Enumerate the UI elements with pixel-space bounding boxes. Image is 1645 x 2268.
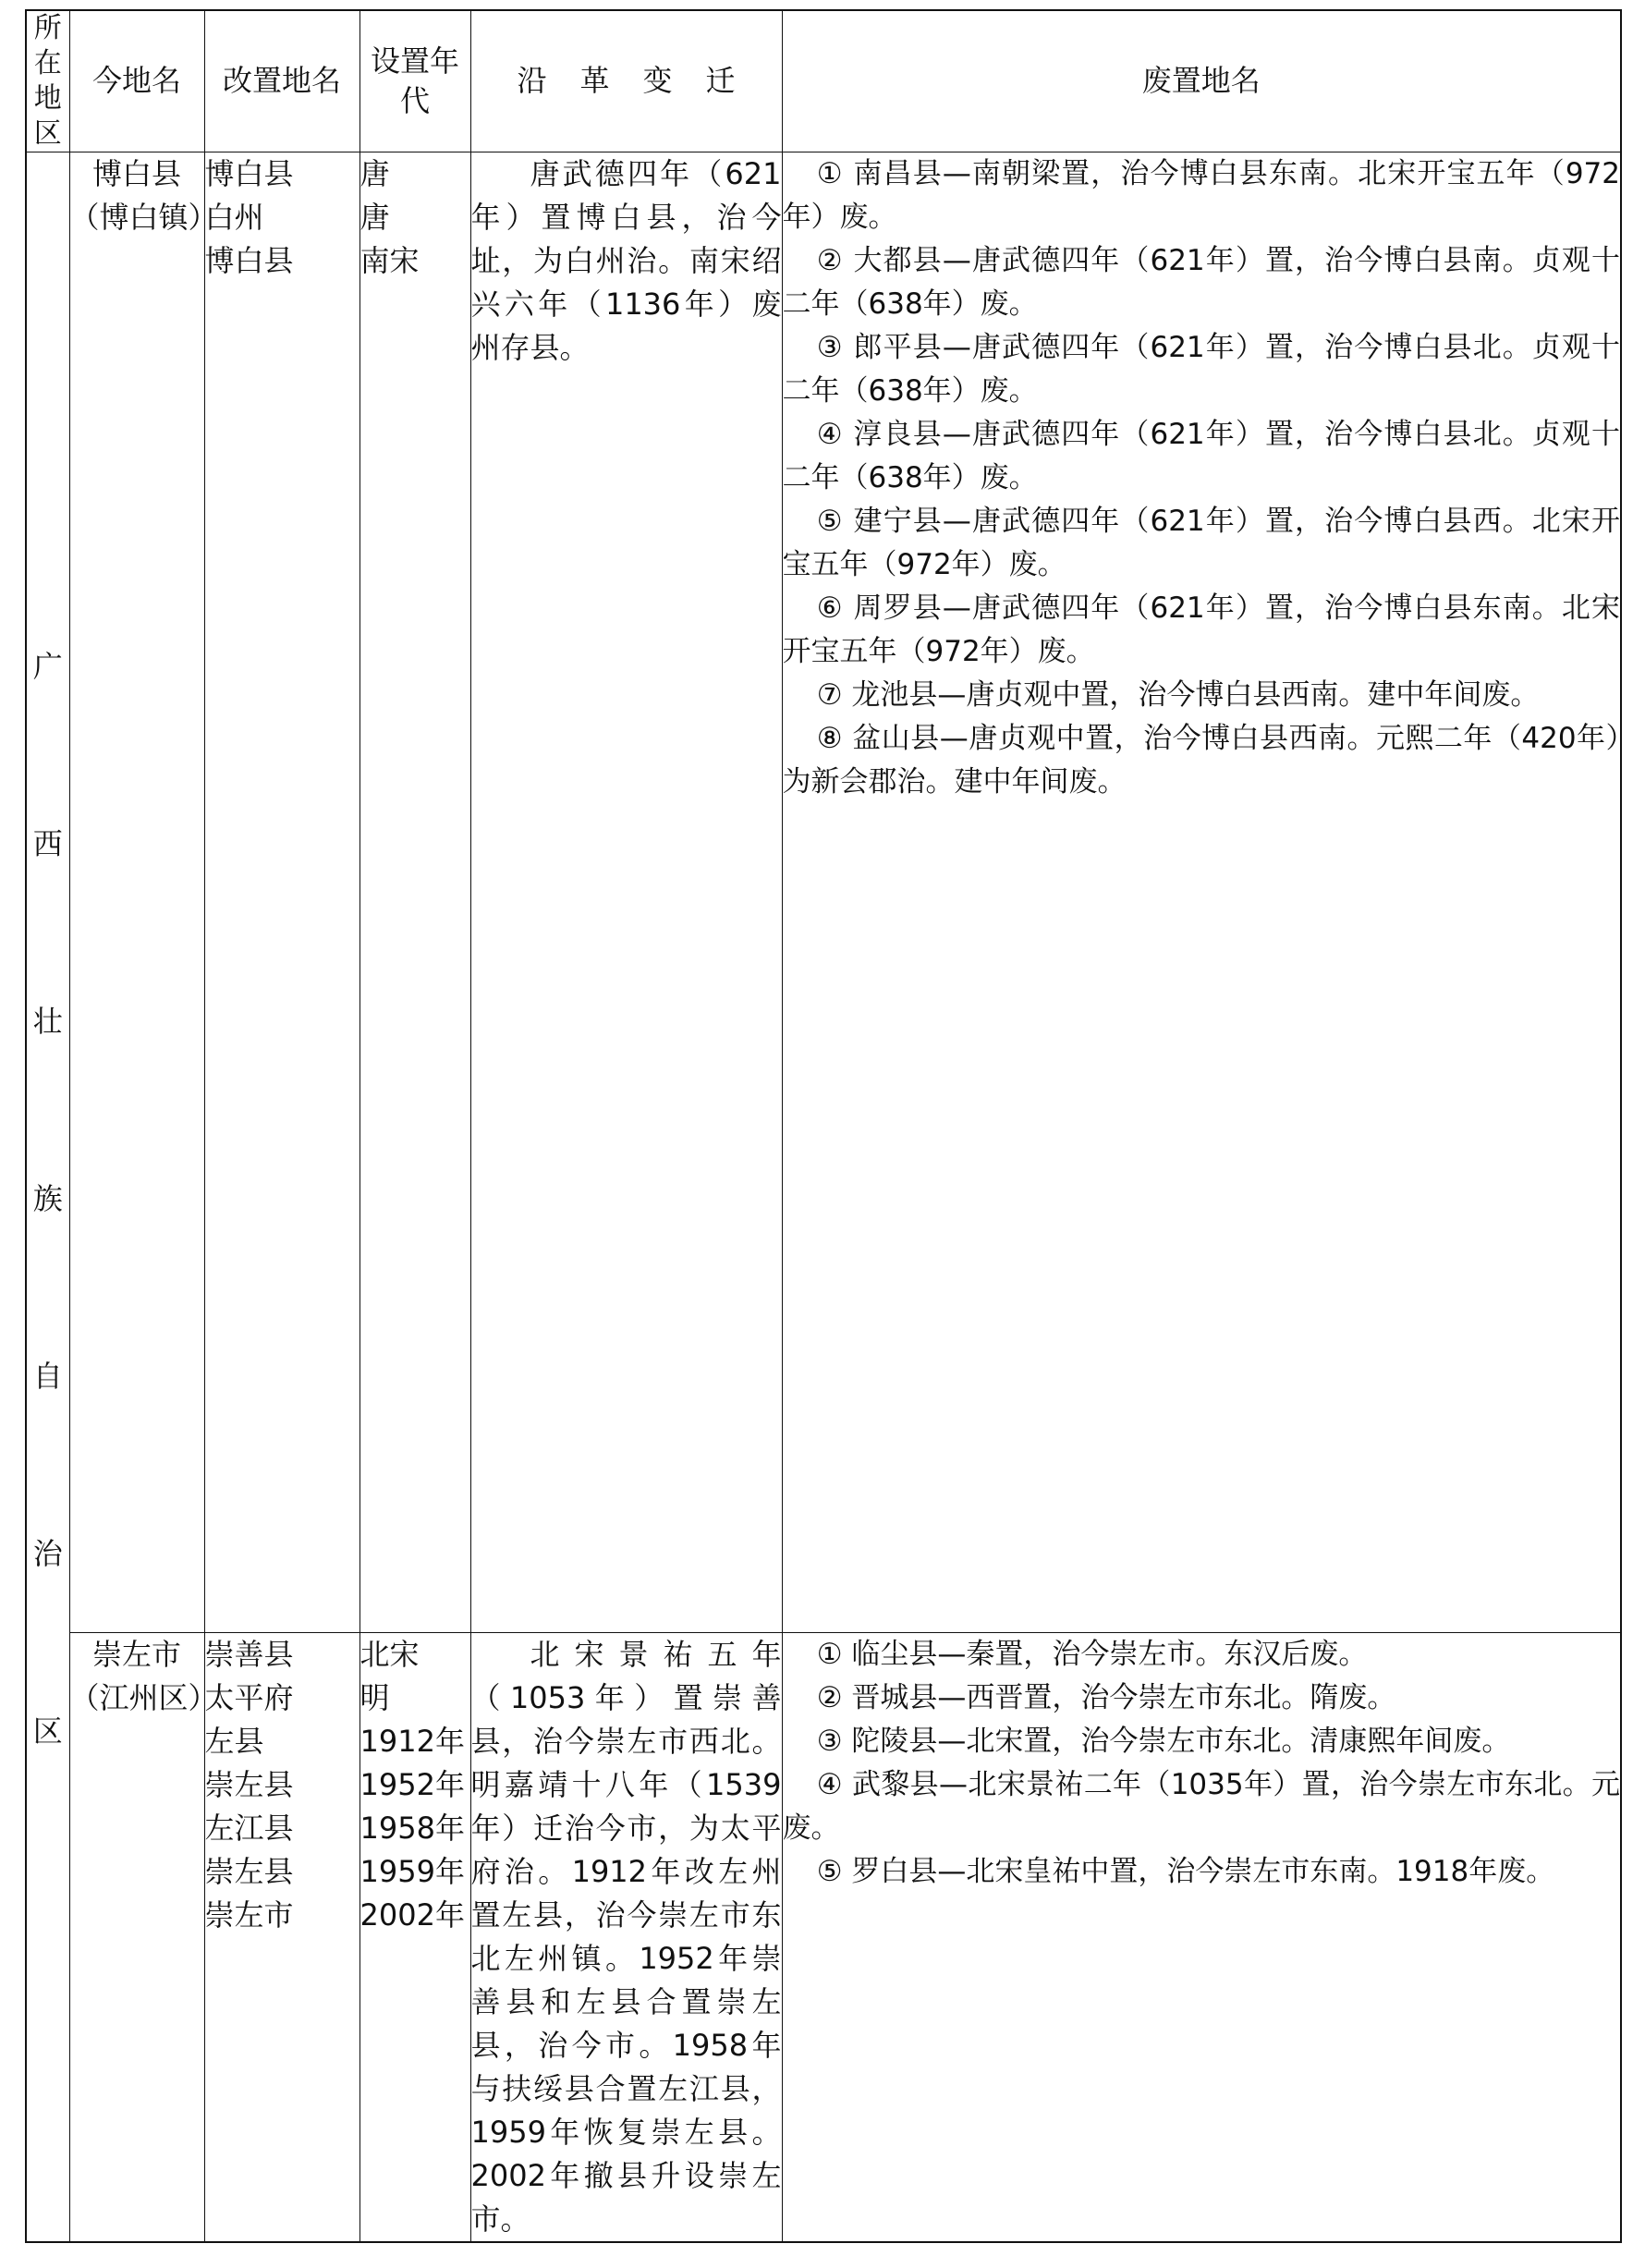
header-history: 沿革变迁 [470, 10, 782, 152]
renamed-cell [204, 152, 359, 1633]
header-era: 设置年代 [359, 10, 470, 152]
current-name-alt: （江州区） [69, 1680, 218, 1715]
abolished-entry: ② 大都县—唐武德四年（621年）置，治今博白县南。贞观十二年（638年）废。 [782, 244, 1620, 321]
era-item: 唐 [359, 200, 390, 235]
renamed-item: 崇善县 [204, 1637, 294, 1672]
region-char: 区 [32, 1713, 63, 1749]
era-cell [359, 1633, 470, 2243]
era-item: 明 [359, 1680, 390, 1715]
current-name-cell [69, 1633, 218, 2243]
abolished-entry: ⑥ 周罗县—唐武德四年（621年）置，治今博白县东南。北宋开宝五年（972年）废。 [782, 591, 1620, 668]
abolished-entry: ⑦ 龙池县—唐贞观中置，治今博白县西南。建中年间废。 [816, 678, 1540, 712]
history-cell: 唐武德四年（621年）置博白县，治今址，为白州治。南宋绍兴六年（1136年）废州存县。 [470, 152, 782, 1633]
renamed-item: 博白县 [204, 156, 294, 191]
renamed-item: 崇左县 [204, 1767, 294, 1802]
table-row [26, 1633, 1621, 2243]
era-item: 北宋 [359, 1637, 420, 1672]
region-char: 广 [32, 649, 63, 684]
region-char: 西 [32, 826, 63, 861]
renamed-item: 左江县 [204, 1811, 294, 1846]
abolished-entry: ⑧ 盆山县—唐贞观中置，治今博白县西南。元熙二年（420年）为新会郡治。建中年间废。 [782, 722, 1620, 799]
era-item: 1912年 [359, 1724, 465, 1759]
region-cell [26, 152, 69, 2243]
abolished-entry: ① 南昌县—南朝梁置，治今博白县东南。北宋开宝五年（972年）废。 [782, 157, 1620, 234]
abolished-cell [782, 152, 1621, 1633]
renamed-item: 白州 [204, 200, 264, 235]
gazetteer-table [25, 9, 1622, 2243]
renamed-item: 太平府 [204, 1680, 294, 1715]
region-char: 壮 [32, 1004, 63, 1039]
era-item: 2002年 [359, 1897, 465, 1933]
abolished-cell [782, 1633, 1621, 2243]
header-renamed: 改置地名 [204, 10, 359, 152]
abolished-entry: ③ 郎平县—唐武德四年（621年）置，治今博白县北。贞观十二年（638年）废。 [782, 331, 1620, 408]
abolished-entry: ④ 淳良县—唐武德四年（621年）置，治今博白县北。贞观十二年（638年）废。 [782, 418, 1620, 494]
renamed-cell [204, 1633, 359, 2243]
header-abolished: 废置地名 [782, 10, 1621, 152]
era-item: 1958年 [359, 1811, 465, 1846]
current-name: 崇左市 [91, 1637, 181, 1672]
renamed-item: 崇左市 [204, 1897, 294, 1933]
renamed-item: 博白县 [204, 243, 294, 278]
era-item: 1959年 [359, 1854, 465, 1889]
history-cell: 北宋景祐五年（1053年）置崇善县，治今崇左市西北。明嘉靖十八年（1539年）迁治今市，为太平府治。1912年改左州置左县，治今崇左市东北左州镇。1952年崇善县和左县合置崇左县，治今市。1958年与扶绥县合置左江县，1959年恢复崇左县。2002年撤县升设崇左市。 [470, 1633, 782, 2243]
region-char: 自 [32, 1359, 63, 1394]
current-name-alt: （博白镇） [69, 200, 218, 235]
abolished-entry: ④ 武黎县—北宋景祐二年（1035年）置，治今崇左市东北。元废。 [782, 1768, 1620, 1845]
abolished-entry: ② 晋城县—西晋置，治今崇左市东北。隋废。 [816, 1681, 1396, 1714]
abolished-entry: ① 临尘县—秦置，治今崇左市。东汉后废。 [816, 1638, 1368, 1671]
current-name-cell [69, 152, 218, 1633]
era-item: 南宋 [359, 243, 420, 278]
current-name: 博白县 [91, 156, 181, 191]
header-current-name: 今地名 [69, 10, 204, 152]
era-cell [359, 152, 470, 1633]
renamed-item: 崇左县 [204, 1854, 294, 1889]
region-name [27, 643, 69, 1750]
abolished-entry: ⑤ 建宁县—唐武德四年（621年）置，治今博白县西。北宋开宝五年（972年）废。 [782, 505, 1620, 581]
header-row [26, 10, 1621, 152]
abolished-entry: ⑤ 罗白县—北宋皇祐中置，治今崇左市东南。1918年废。 [816, 1855, 1555, 1888]
header-region: 所在地区 [26, 10, 69, 152]
era-item: 1952年 [359, 1767, 465, 1802]
table-row [26, 152, 1621, 1633]
renamed-item: 左县 [204, 1724, 264, 1759]
abolished-entry: ③ 陀陵县—北宋置，治今崇左市东北。清康熙年间废。 [816, 1725, 1511, 1758]
region-char: 族 [32, 1181, 63, 1216]
region-char: 治 [32, 1536, 63, 1571]
era-item: 唐 [359, 156, 390, 191]
